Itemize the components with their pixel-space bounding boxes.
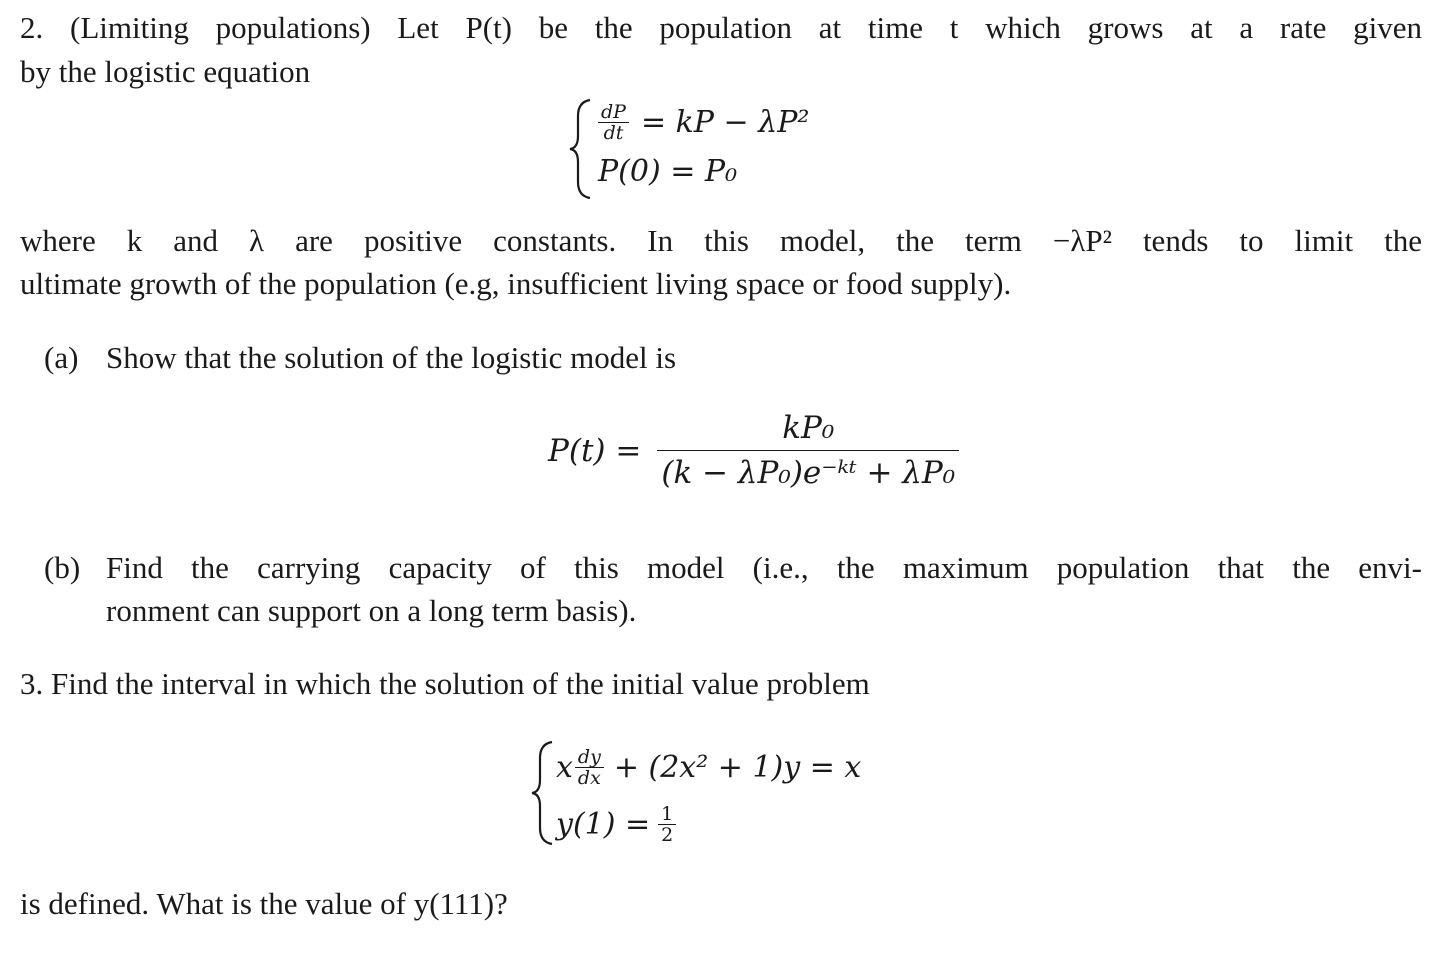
- problem-3-closing: is defined. What is the value of y(111)?: [20, 886, 508, 921]
- problem-3-intro: 3. Find the interval in which the solution of the initial value problem: [20, 666, 870, 701]
- problem-2-paragraph-line-1: where k and λ are positive constants. In this model, the term −λP² tends to limit the: [20, 223, 1422, 258]
- problem-2-intro-line-1: 2. (Limiting populations) Let P(t) be the population at time t which grows at a rate given: [20, 10, 1422, 45]
- formula-lhs: P(t) =: [548, 432, 642, 469]
- left-brace-icon: [530, 738, 556, 848]
- solution-denominator: (k − λP₀)e⁻ᵏᵗ + λP₀: [661, 455, 956, 491]
- solution-numerator: kP₀: [657, 406, 959, 451]
- half-numerator: 1: [658, 804, 676, 825]
- ivp-initial-condition: [556, 798, 676, 850]
- logistic-ode: [598, 96, 809, 148]
- part-b-label: (b): [44, 550, 81, 585]
- ivp-ic-lhs: y(1) =: [556, 806, 651, 842]
- dt-denominator: dt: [603, 121, 624, 144]
- problem-2-paragraph-line-2: ultimate growth of the population (e.g, insufficient living space or food supply).: [20, 266, 1012, 301]
- dy-dx-fraction: [575, 747, 604, 788]
- part-a-label: (a): [44, 340, 79, 375]
- part-b-text-line-1: Find the carrying capacity of this model (i.e., the maximum population that the envi-: [106, 550, 1422, 585]
- ivp-x-coefficient: x: [556, 749, 573, 785]
- part-a-text: Show that the solution of the logistic model is: [106, 340, 677, 375]
- problem-2-intro-line-2: by the logistic equation: [20, 54, 311, 89]
- one-half-fraction: [658, 804, 676, 845]
- left-brace-icon: [568, 96, 594, 202]
- solution-fraction: [657, 406, 959, 495]
- initial-condition-p: P(0) = P₀: [598, 154, 738, 189]
- dp-numerator: dP: [598, 102, 629, 123]
- dp-dt-fraction: [598, 102, 629, 143]
- dx-denominator: dx: [577, 766, 601, 789]
- ivp-ode-rhs: + (2x² + 1)y = x: [613, 749, 862, 785]
- logistic-solution-formula: [548, 406, 959, 495]
- ivp-ode: [556, 740, 861, 794]
- dy-numerator: dy: [575, 747, 604, 768]
- part-b-text-line-2: ronment can support on a long term basis).: [106, 593, 637, 628]
- logistic-ode-rhs: = kP − λP²: [640, 104, 810, 140]
- half-denominator: 2: [661, 823, 674, 846]
